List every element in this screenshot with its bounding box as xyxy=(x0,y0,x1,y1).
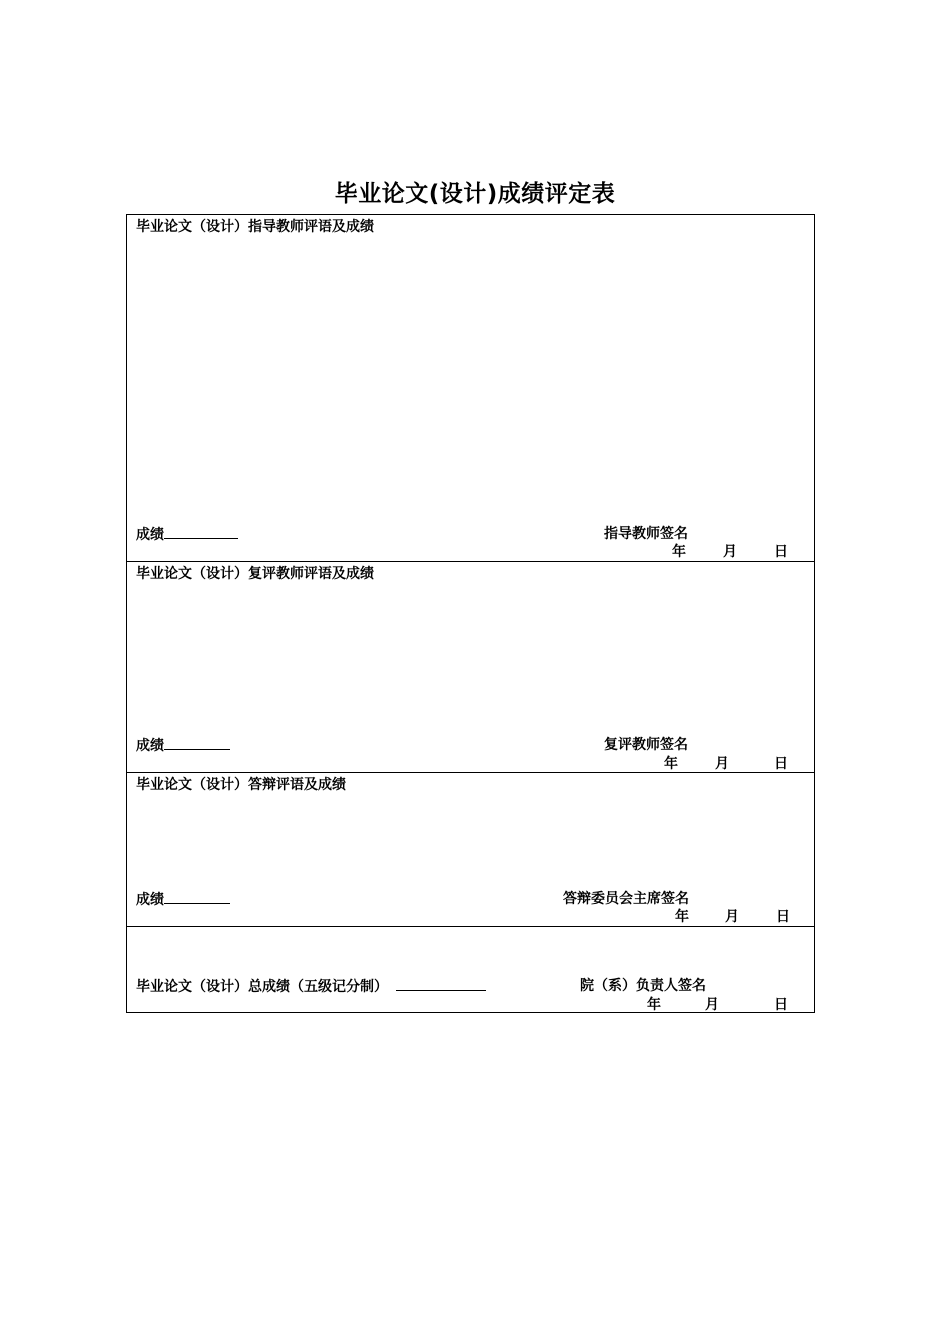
day-label: 日 xyxy=(776,909,790,925)
signature-label: 答辩委员会主席签名 xyxy=(563,891,689,907)
grade-field xyxy=(136,736,230,755)
grade-field xyxy=(136,890,230,909)
day-label: 日 xyxy=(774,997,788,1013)
day-label: 日 xyxy=(774,544,788,560)
total-grade-blank[interactable] xyxy=(396,977,486,991)
section-heading: 毕业论文（设计）指导教师评语及成绩 xyxy=(136,219,374,235)
signature-label: 院（系）负责人签名 xyxy=(580,978,706,994)
month-label: 月 xyxy=(715,756,729,772)
signature-label: 指导教师签名 xyxy=(604,526,688,542)
grade-label: 成绩 xyxy=(136,738,164,754)
month-label: 月 xyxy=(725,909,739,925)
signature-label: 复评教师签名 xyxy=(604,737,688,753)
total-grade-label: 毕业论文（设计）总成绩（五级记分制） xyxy=(136,979,388,995)
year-label: 年 xyxy=(675,909,689,925)
section-heading: 毕业论文（设计）复评教师评语及成绩 xyxy=(136,566,374,582)
section-reviewer xyxy=(127,561,814,773)
section-defense xyxy=(127,772,814,927)
page-title: 毕业论文(设计)成绩评定表 xyxy=(334,181,616,207)
year-label: 年 xyxy=(672,544,686,560)
section-supervisor xyxy=(127,215,814,561)
grade-blank[interactable] xyxy=(164,736,230,750)
section-heading: 毕业论文（设计）答辩评语及成绩 xyxy=(136,777,346,793)
year-label: 年 xyxy=(647,997,661,1013)
evaluation-table xyxy=(126,214,815,1013)
grade-field xyxy=(136,525,238,544)
day-label: 日 xyxy=(774,756,788,772)
month-label: 月 xyxy=(705,997,719,1013)
total-grade-field xyxy=(136,977,486,996)
year-label: 年 xyxy=(664,756,678,772)
section-total xyxy=(127,926,814,1013)
grade-label: 成绩 xyxy=(136,892,164,908)
month-label: 月 xyxy=(723,544,737,560)
grade-label: 成绩 xyxy=(136,527,164,543)
grade-blank[interactable] xyxy=(164,525,238,539)
grade-blank[interactable] xyxy=(164,890,230,904)
